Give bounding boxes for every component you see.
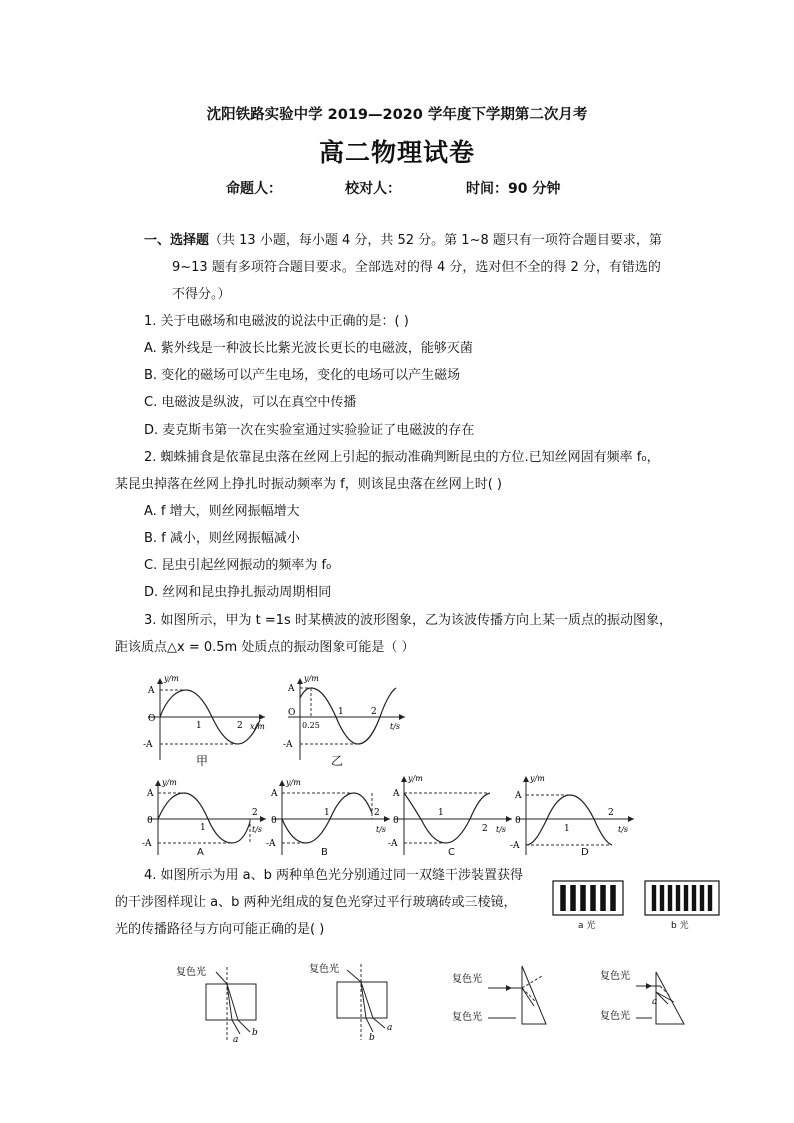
q4-stem-3: 光的传播路径与方向可能正确的是( ) [115, 922, 325, 937]
q3-figure-yi [280, 672, 410, 767]
exam-title: 高二物理试卷 [318, 138, 475, 167]
section-heading: 一、选择题 [144, 233, 210, 248]
fringe-b-bar [668, 885, 672, 911]
svg-text:y/m: y/m [162, 778, 177, 787]
yi-tick-025: 0.25 [302, 721, 320, 730]
svg-text:a: a [652, 997, 658, 1007]
q2-option-c: C. 昆虫引起丝网振动的频率为 f₀ [144, 558, 332, 573]
fringe-b-bar [708, 885, 712, 911]
svg-text:t/s: t/s [252, 825, 263, 834]
fringe-a-bar [570, 885, 576, 911]
q4-d3-light-label-top: 复色光 [452, 974, 482, 985]
q4-d3-prism [522, 966, 546, 1024]
q4-diagram-1 [170, 962, 270, 1042]
svg-text:y/m: y/m [286, 778, 301, 787]
fringe-a-bar [610, 885, 616, 911]
q4-d3-light-label-bottom: 复色光 [452, 1012, 482, 1023]
q3-caption-jia: 甲 [196, 754, 209, 768]
svg-text:t/s: t/s [618, 825, 629, 834]
q4-d4-prism [656, 972, 684, 1024]
q3-option-a-label: A [197, 847, 204, 858]
q3-option-a-graph [140, 777, 270, 859]
q4-stem-1: 4. 如图所示为用 a、b 两种单色光分别通过同一双缝干涉装置获得 [144, 868, 524, 883]
q4-d1-incident-ray [216, 972, 227, 984]
svg-text:y/m: y/m [530, 774, 545, 783]
yi-tick-o: O [288, 708, 296, 718]
jia-y-arrow [157, 678, 163, 684]
svg-text:-A: -A [388, 839, 398, 849]
section-instructions-2: 9~13 题有多项符合题目要求。全部选对的得 4 分，选对但不全的得 2 分，有错选的 [172, 260, 661, 275]
q1-option-d: D. 麦克斯韦第一次在实验室通过实验验证了电磁波的存在 [144, 423, 475, 438]
q4-d2-incident-ray [347, 970, 361, 982]
svg-text:b: b [252, 1028, 258, 1038]
jia-tick-neg-a: -A [143, 740, 153, 750]
q3-option-b-label: B [321, 847, 328, 858]
section-instructions-1: （共 13 小题，每小题 4 分，共 52 分。第 1~8 题只有一项符合题目要求，第 [209, 233, 662, 248]
svg-text:2: 2 [252, 808, 258, 818]
fringe-b-bar [684, 885, 688, 911]
fringe-b-bar [692, 885, 696, 911]
fringe-a-label: a 光 [578, 921, 596, 931]
q3-option-d-graph [508, 773, 638, 859]
fringe-a-bar [560, 885, 566, 911]
jia-xlabel: x/m [250, 722, 265, 731]
fringe-b-bar [676, 885, 680, 911]
yi-tick-1: 1 [338, 707, 344, 717]
svg-text:b: b [369, 1033, 375, 1042]
q1-stem: 1. 关于电磁场和电磁波的说法中正确的是：( ) [144, 314, 409, 329]
q2-option-a: A. f 增大，则丝网振幅增大 [144, 504, 300, 519]
fringe-pattern-b [644, 880, 720, 916]
q3-option-c-label: C [448, 847, 455, 858]
fringe-pattern-a [552, 880, 624, 916]
svg-text:2: 2 [608, 808, 614, 818]
q2-option-b: B. f 减小，则丝网振幅减小 [144, 531, 300, 546]
q4-diagram-4 [594, 962, 704, 1028]
svg-text:A: A [147, 789, 154, 799]
q3-stem-2: 距该质点△x = 0.5m 处质点的振动图象可能是（ ） [115, 640, 415, 655]
fringe-a-bar [590, 885, 596, 911]
q3-caption-yi: 乙 [331, 754, 344, 768]
q2-stem-1: 2. 蜘蛛捕食是依靠昆虫落在丝网上引起的振动准确判断昆虫的方位.已知丝网固有频率 f₀， [144, 450, 660, 465]
svg-text:-A: -A [510, 841, 520, 851]
q1-option-c: C. 电磁波是纵波，可以在真空中传播 [144, 395, 357, 410]
yi-y-arrow [297, 678, 303, 684]
svg-text:a: a [233, 1035, 239, 1042]
svg-text:A: A [271, 789, 278, 799]
yi-xlabel: t/s [390, 722, 401, 731]
fringe-b-label: b 光 [671, 921, 689, 931]
jia-x-arrow [259, 714, 265, 720]
svg-text:1: 1 [200, 823, 206, 833]
fringe-b-bar [700, 885, 704, 911]
q4-diagram-2 [303, 958, 403, 1042]
jia-tick-o: O [148, 714, 156, 724]
checker-label: 校对人： [345, 181, 401, 197]
yi-ylabel: y/m [304, 674, 319, 683]
jia-ylabel: y/m [164, 674, 179, 683]
svg-text:2: 2 [482, 824, 488, 834]
svg-text:1: 1 [564, 824, 570, 834]
q3-stem-1: 3. 如图所示，甲为 t =1s 时某横波的波形图象，乙为该波传播方向上某一质点的振动图象， [144, 613, 672, 628]
svg-text:2: 2 [374, 808, 380, 818]
time-label: 时间：90 分钟 [466, 181, 561, 197]
yi-tick-neg-a: -A [283, 740, 293, 750]
q3-option-d-label: D [581, 847, 589, 858]
svg-text:1: 1 [324, 808, 330, 818]
yi-tick-2: 2 [371, 707, 377, 717]
q4-diagram-3 [446, 962, 556, 1028]
fringe-a-bar [580, 885, 586, 911]
svg-text:a: a [387, 1023, 393, 1033]
school-line: 沈阳铁路实验中学 2019—2020 学年度下学期第二次月考 [206, 107, 588, 123]
svg-text:1: 1 [438, 808, 444, 818]
svg-text:0: 0 [147, 816, 153, 826]
svg-text:A: A [393, 789, 400, 799]
svg-text:y/m: y/m [408, 774, 423, 783]
fringe-b-bar [660, 885, 664, 911]
q4-d4-light-label-bottom: 复色光 [600, 1011, 630, 1022]
q3-option-b-graph [264, 777, 394, 859]
jia-tick-1: 1 [196, 721, 202, 731]
yi-waveform [300, 688, 396, 744]
fringe-a-bar [600, 885, 606, 911]
svg-text:-A: -A [142, 839, 152, 849]
jia-tick-2: 2 [237, 721, 243, 731]
q2-stem-2: 某昆虫掉落在丝网上挣扎时振动频率为 f，则该昆虫落在丝网上时( ) [115, 477, 502, 492]
yi-x-arrow [399, 714, 405, 720]
q1-option-b: B. 变化的磁场可以产生电场，变化的电场可以产生磁场 [144, 368, 461, 383]
q4-d4-light-label-top: 复色光 [600, 971, 630, 982]
q4-stem-2: 的干涉图样现让 a、b 两种光组成的复色光穿过平行玻璃砖或三棱镜， [115, 895, 517, 910]
fringe-b-bar [652, 885, 656, 911]
yi-tick-a: A [288, 684, 295, 694]
svg-text:0: 0 [393, 816, 399, 826]
q4-d1-light-label: 复色光 [176, 967, 206, 978]
q1-option-a: A. 紫外线是一种波长比紫光波长更长的电磁波，能够灭菌 [144, 341, 473, 356]
svg-text:0: 0 [515, 816, 521, 826]
svg-text:A: A [515, 791, 522, 801]
svg-text:-A: -A [266, 839, 276, 849]
svg-text:t/s: t/s [496, 825, 507, 834]
svg-text:t/s: t/s [376, 825, 387, 834]
jia-tick-a: A [148, 686, 155, 696]
q2-option-d: D. 丝网和昆虫挣扎振动周期相同 [144, 585, 332, 600]
q4-d2-light-label: 复色光 [309, 964, 339, 975]
section-instructions-3: 不得分。） [172, 287, 231, 302]
setter-label: 命题人： [226, 181, 282, 197]
section-heading-line [144, 232, 662, 250]
svg-text:0: 0 [271, 816, 277, 826]
